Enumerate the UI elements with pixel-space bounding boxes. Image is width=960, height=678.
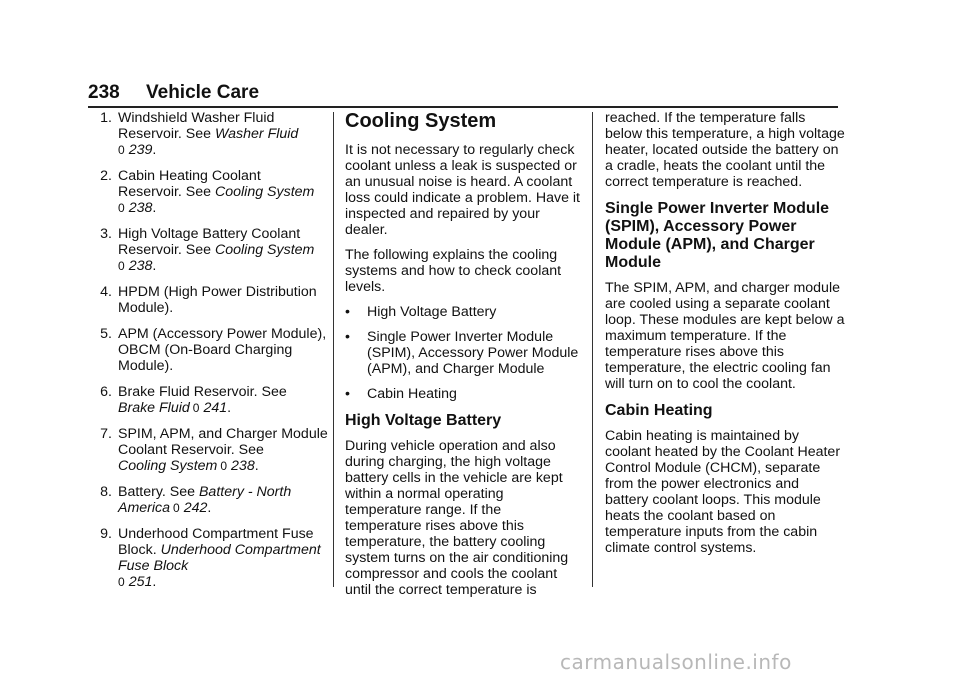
list-item bbox=[88, 284, 328, 316]
page-ref[interactable]: 251 bbox=[128, 574, 153, 590]
cross-reference-link[interactable]: Underhood Compartment Fuse Block bbox=[118, 542, 321, 574]
item-text: Brake Fluid Reservoir. See bbox=[118, 384, 287, 400]
page-ref-icon: 0 bbox=[118, 201, 125, 215]
bullet-item bbox=[345, 329, 580, 377]
page-ref[interactable]: 239 bbox=[128, 142, 153, 158]
paragraph: It is not necessary to regularly check coolant unless a leak is suspected or an unusual noise is heard. A coolant loss could indicate a problem. Have it inspected and repaired by your dealer. bbox=[345, 142, 581, 238]
bullet-text: Cabin Heating bbox=[367, 386, 457, 402]
column-divider bbox=[333, 112, 334, 587]
punct: . bbox=[152, 574, 157, 590]
item-text: SPIM, APM, and Charger Module Coolant Reservoir. See bbox=[118, 426, 328, 458]
section-heading: Cooling System bbox=[345, 110, 497, 132]
cooling-system-continued bbox=[605, 110, 845, 565]
callout-list bbox=[88, 110, 328, 600]
subsection-heading: Cabin Heating bbox=[605, 402, 713, 419]
page-ref[interactable]: 238 bbox=[128, 200, 153, 216]
item-number: 4. bbox=[100, 284, 112, 300]
item-number: 6. bbox=[100, 384, 112, 400]
item-text: APM (Accessory Power Module), OBCM (On-Board Charging Module). bbox=[118, 326, 327, 374]
punct: . bbox=[152, 142, 157, 158]
list-item bbox=[88, 384, 328, 416]
item-text: Battery. See bbox=[118, 484, 199, 500]
page-ref-icon: 0 bbox=[173, 501, 180, 515]
item-number: 1. bbox=[100, 110, 112, 126]
item-text: Underhood Compartment Fuse Block. bbox=[118, 526, 314, 558]
column-divider bbox=[592, 112, 593, 587]
page-header bbox=[88, 82, 838, 108]
page-ref-icon: 0 bbox=[118, 575, 125, 589]
page-ref-icon: 0 bbox=[118, 143, 125, 157]
item-number: 7. bbox=[100, 426, 112, 442]
cross-reference-link[interactable]: Cooling System bbox=[215, 242, 315, 258]
punct: . bbox=[207, 500, 212, 516]
page-ref-icon: 0 bbox=[220, 459, 228, 473]
list-item bbox=[88, 484, 328, 516]
list-item bbox=[88, 326, 328, 374]
bullet-text: Single Power Inverter Module (SPIM), Accessory Power Module (APM), and Charger Module bbox=[367, 329, 579, 377]
bullet-icon: • bbox=[345, 329, 350, 345]
cooling-system-section bbox=[345, 110, 580, 607]
list-item bbox=[88, 110, 328, 158]
bullet-icon: • bbox=[345, 304, 350, 320]
cross-reference-link[interactable]: Brake Fluid bbox=[118, 400, 190, 416]
paragraph: During vehicle operation and also during charging, the high voltage battery cells in the vehicle are kept within a normal operating temperature range. If the temperature rises above this temperature, the battery cooling system turns on the air conditioning compressor and cools the coolant until the correct temperature is bbox=[345, 438, 569, 598]
subsection-heading: Single Power Inverter Module (SPIM), Accessory Power Module (APM), and Charger Module bbox=[605, 200, 830, 271]
page-number: 238 bbox=[88, 82, 120, 103]
list-item bbox=[88, 226, 328, 274]
list-item bbox=[88, 168, 328, 216]
item-text: HPDM (High Power Distribution Module). bbox=[118, 284, 317, 316]
paragraph: Cabin heating is maintained by coolant heated by the Coolant Heater Control Module (CHCM), separate from the power electronics and battery coolant loops. This module heats the coolant based on temperature inputs from the cabin climate control systems. bbox=[605, 428, 841, 556]
bullet-item bbox=[345, 386, 580, 402]
item-number: 2. bbox=[100, 168, 112, 184]
punct: . bbox=[227, 400, 232, 416]
item-number: 9. bbox=[100, 526, 112, 542]
item-number: 5. bbox=[100, 326, 112, 342]
item-text: High Voltage Battery Coolant Reservoir. See bbox=[118, 226, 301, 258]
page-ref[interactable]: 238 bbox=[128, 258, 153, 274]
item-text: Windshield Washer Fluid Reservoir. See bbox=[118, 110, 275, 142]
cross-reference-link[interactable]: Washer Fluid bbox=[215, 126, 299, 142]
bullet-item bbox=[345, 304, 580, 320]
punct: . bbox=[152, 258, 157, 274]
page-ref[interactable]: 241 bbox=[203, 400, 228, 416]
paragraph: The SPIM, APM, and charger module are cooled using a separate coolant loop. These modules are kept below a maximum temperature. If the temperature rises above this temperature, the electric cooling fan will turn on to cool the coolant. bbox=[605, 280, 845, 392]
item-text: Cabin Heating Coolant Reservoir. See bbox=[118, 168, 261, 200]
item-number: 3. bbox=[100, 226, 112, 242]
punct: . bbox=[254, 458, 259, 474]
page-ref-icon: 0 bbox=[192, 401, 200, 415]
list-item bbox=[88, 526, 328, 590]
bullet-icon: • bbox=[345, 386, 350, 402]
bullet-text: High Voltage Battery bbox=[367, 304, 497, 320]
cross-reference-link[interactable]: Battery - North America bbox=[118, 484, 292, 516]
item-number: 8. bbox=[100, 484, 112, 500]
cross-reference-link[interactable]: Cooling System bbox=[215, 184, 315, 200]
watermark: carmanualsonline.info bbox=[560, 650, 792, 674]
page-ref[interactable]: 242 bbox=[183, 500, 208, 516]
list-item bbox=[88, 426, 328, 474]
subsection-heading: High Voltage Battery bbox=[345, 412, 502, 429]
page-ref[interactable]: 238 bbox=[231, 458, 255, 474]
paragraph: reached. If the temperature falls below this temperature, a high voltage heater, located outside the battery on a cradle, heats the coolant until the correct temperature is reached. bbox=[605, 110, 845, 190]
punct: . bbox=[152, 200, 157, 216]
page-ref-icon: 0 bbox=[118, 259, 125, 273]
cross-reference-link[interactable]: Cooling System bbox=[118, 458, 218, 474]
paragraph: The following explains the cooling systems and how to check coolant levels. bbox=[345, 247, 562, 295]
section-title: Vehicle Care bbox=[146, 82, 260, 103]
